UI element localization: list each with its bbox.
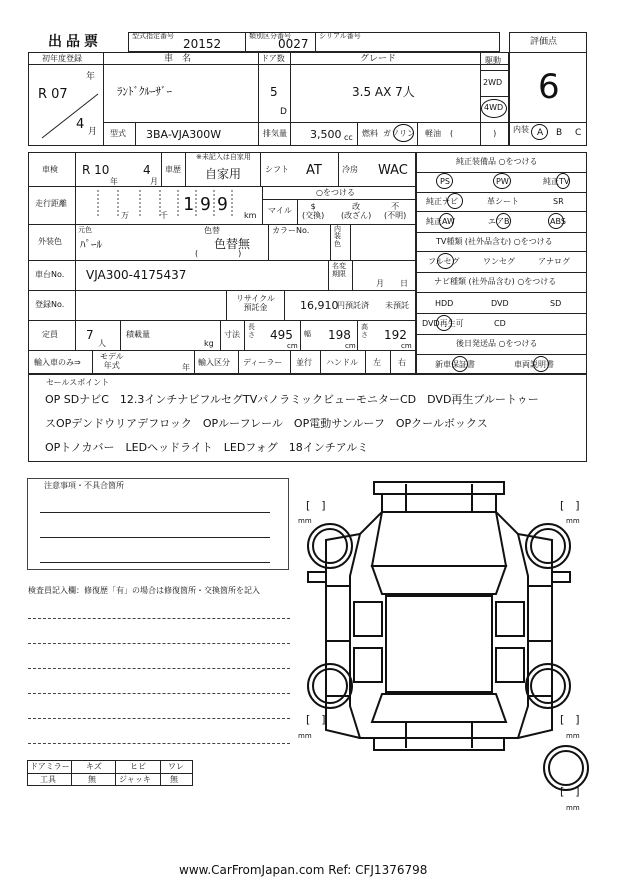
score-label: 評価点 [530,37,558,47]
first-reg-year-unit: 年 [86,72,96,82]
shaken-month: 4 [143,163,151,177]
width-label: 幅 [304,330,311,338]
handle-left: 左 [373,358,381,367]
equip-aw: 純正AW [426,217,455,226]
import-category-label: 輸入区分 [198,358,230,367]
legend-h-mirror: ドアミラー [30,762,70,771]
length-cm: cm [287,342,298,350]
nav-dvd-play: DVD再生可 [422,319,464,328]
drive-4wd: 4WD [484,103,504,112]
import-label: 輸入車のみ⇒ [34,358,81,367]
shift-label: シフト [265,165,289,174]
equip-abs-circle [548,213,564,229]
category-value: 0027 [278,37,309,51]
interior-label: 内装 [513,125,529,134]
ac-label: 冷房 [342,165,358,174]
first-reg-era: R 07 [38,87,68,102]
handle-label: ハンドル [326,358,358,367]
tread-bracket-rr: [ ] [560,713,580,726]
color-change-value: 色替無 [214,237,251,251]
doors-value: 5 [270,85,278,99]
name-change-label: 名変期限 [332,262,346,278]
interior-a-circle [531,124,548,140]
capacity-value: 7 [86,328,94,342]
mileage-digit-1: 1 [183,194,194,215]
equip-ps-circle [436,173,453,189]
height-value: 192 [384,328,407,342]
serial-label: シリアル番号 [319,32,361,40]
equip-airbag: エアB [488,217,510,226]
load-unit: kg [204,339,214,348]
tread-bracket-fr: [ ] [560,499,580,512]
exterior-label: 外装色 [38,237,62,246]
interior-b: B [556,128,563,138]
doc-manual-circle [533,356,549,372]
km-unit: km [244,211,257,220]
model-year-label: モデル 年式 [100,352,124,370]
equip-abs: ABS [550,217,566,226]
tread-bracket-rl: [ ] [306,713,326,726]
height-cm: cm [401,342,412,350]
meter-tamper: 改 (改ざん) [341,202,372,221]
mileage-digit-2: 9 [200,194,211,215]
doc-manual: 車両説明書 [514,360,554,369]
color-paren: ( ) [195,249,242,258]
category-label: 類別区分番号 [249,32,291,40]
shaken-year-unit: 年 [110,177,118,186]
meter-exchange: $ (交換) [302,202,325,221]
mileage-digit-3: 9 [217,194,228,215]
shaken-year: R 10 [82,163,110,177]
width-value: 198 [328,328,351,342]
cc-unit: cc [344,133,353,142]
drive-label: 駆動 [485,56,501,65]
dim-label: 寸法 [224,330,240,339]
first-reg-label: 初年度登録 [42,54,82,63]
name-change-month: 月 [376,279,384,288]
tv-fullseg-circle [437,253,454,269]
ac-value: WAC [378,163,408,178]
grade-value: 3.5 AX 7人 [352,85,415,99]
sheet-title: 出品票 [48,34,102,50]
handle-right: 右 [398,358,406,367]
tv-title: TV種類 (社外品含む) ○をつける [436,237,553,246]
model-value: 3BA-VJA300W [146,128,222,141]
tv-oneseg: ワンセグ [483,257,515,266]
inspector-label: 検査員記入欄：修復歴「有」の場合は修復箇所・交換箇所を記入 [28,586,260,595]
sales-line-3: OPトノカバー LEDヘッドライト LEDフォグ 18インチアルミ [45,441,369,454]
tread-bracket-spare: [ ] [560,785,580,798]
model-label: 型式 [110,129,126,138]
car-body-diagram [296,476,596,816]
width-cm: cm [345,342,356,350]
caution-box [27,478,289,570]
first-reg-month-unit: 月 [88,127,98,137]
shift-value: AT [306,163,322,178]
recycle-unit: 円預託済 [337,301,369,310]
equip-tv: 純正TV [543,177,570,186]
reg-label: 登録No. [35,300,65,309]
equip-navi-circle [447,193,463,209]
legend-h-scratch: キズ [86,762,102,771]
doc-warranty-circle [452,356,468,372]
legend-v-jack: ジャッキ [119,775,151,784]
fuel-gas: ガソリン [383,129,415,138]
exterior-value: ﾊﾟｰﾙ [80,238,102,251]
doors-suffix: D [280,107,287,117]
doc-warranty: 新車保証書 [435,360,475,369]
chassis-value: VJA300-4175437 [86,268,187,282]
tread-mm-fr: mm [566,517,580,525]
history-value: 自家用 [205,167,242,181]
grade-label: グレード [360,54,397,64]
docs-title: 後日発送品 ○をつける [456,339,538,348]
tread-bracket-fl: [ ] [306,499,326,512]
recycle-unpaid: 未預託 [385,301,409,310]
capacity-label: 定員 [42,330,58,339]
watermark-footer: www.CarFromJapan.com Ref: CFJ1376798 [179,863,428,877]
nav-dvd: DVD [491,299,509,308]
legend-v-jack-none: 無 [170,775,178,784]
capacity-unit: 人 [98,339,106,348]
chassis-label: 車台No. [35,270,65,279]
fuel-paren: ( ) [450,129,497,138]
legend-h-break: ワレ [168,762,184,771]
legend-v-tool: 工具 [40,775,56,784]
legend-h-crack: ヒビ [130,762,146,771]
height-label: 高さ [361,323,368,339]
tread-mm-spare: mm [566,804,580,812]
model-cert-value: 20152 [183,37,222,51]
equip-leather: 革シート [487,197,519,206]
doors-label: ドア数 [261,54,285,63]
score-value: 6 [538,67,560,107]
model-cert-label: 型式指定番号 [132,32,174,40]
sales-label: セールスポイント [46,378,110,387]
nav-hdd: HDD [435,299,454,308]
recycle-label: リサイクル 預託金 [236,294,275,313]
length-value: 495 [270,328,293,342]
equip-navi: 純正ナビ [426,197,458,206]
load-label: 積載量 [126,330,150,339]
interior-a: A [537,128,544,138]
history-label: 車歴 [165,165,181,174]
equipment-title: 純正装備品 ○をつける [456,157,538,166]
meter-circle-note: ○をつける [316,188,355,197]
car-name-value: ﾗﾝﾄﾞｸﾙｰｻﾞｰ [117,85,172,98]
length-label: 長さ [248,323,255,339]
meter-mile-label: マイル [268,206,292,215]
equip-airbag-circle [496,213,511,229]
import-parallel: 並行 [296,358,312,367]
fuel-diesel: 軽油 [425,129,441,138]
tread-mm-fl: mm [298,517,312,525]
equip-ps: PS [440,177,450,186]
interior-color-label: 内装色 [334,225,341,248]
mileage-sen-unit: 千 [160,211,168,220]
model-year-unit: 年 [182,363,190,372]
tv-analog: アナログ [538,257,570,266]
mileage-digit-boxes [78,188,263,220]
mileage-label: 走行距離 [35,199,67,208]
fuel-label: 燃料 [362,129,378,138]
mileage-man-unit: 万 [121,211,129,220]
nav-cd: CD [494,319,506,328]
name-change-day: 日 [400,279,408,288]
nav-dvd-play-circle [436,315,452,331]
color-change-label: 色替 [204,226,220,235]
displacement-label: 排気量 [263,129,287,138]
tread-mm-rl: mm [298,732,312,740]
color-orig-label: 元色 [78,226,92,234]
history-note: ※未記入は自家用 [196,153,251,161]
shaken-label: 車検 [42,165,58,174]
sales-line-2: スOPデンドウリアデフロック OPルーフレール OP電動サンルーフ OPクールボックス [45,417,488,430]
sales-line-1: OP SDナビC 12.3インチナビフルセグTVパノラミックビューモニターCD DVD再生ブルートゥー [45,393,539,406]
equip-sr: SR [553,197,564,206]
equip-tv-circle [556,173,570,189]
car-name-label: 車 名 [164,54,192,64]
import-dealer: ディーラー [243,358,283,367]
displacement-value: 3,500 [310,128,342,141]
tread-mm-rr: mm [566,732,580,740]
nav-title: ナビ種類 (社外品含む) ○をつける [434,277,557,286]
recycle-value: 16,910 [300,299,339,312]
equip-aw-circle [439,213,454,229]
legend-v-tool-none: 無 [88,775,96,784]
equip-pw-circle [493,173,511,189]
color-no-label: カラーNo. [272,226,310,235]
drive-4wd-circle [481,99,507,118]
nav-sd: SD [550,299,562,308]
interior-c: C [575,128,582,138]
fuel-gas-circle [393,124,414,142]
drive-2wd: 2WD [483,78,503,87]
equip-pw: PW [496,177,509,186]
first-reg-month: 4 [76,117,85,132]
meter-unknown: 不 (不明) [384,202,407,221]
tv-fullseg: フルセグ [428,257,460,266]
shaken-month-unit: 月 [150,177,158,186]
caution-label: 注意事項・不具合箇所 [44,481,124,490]
